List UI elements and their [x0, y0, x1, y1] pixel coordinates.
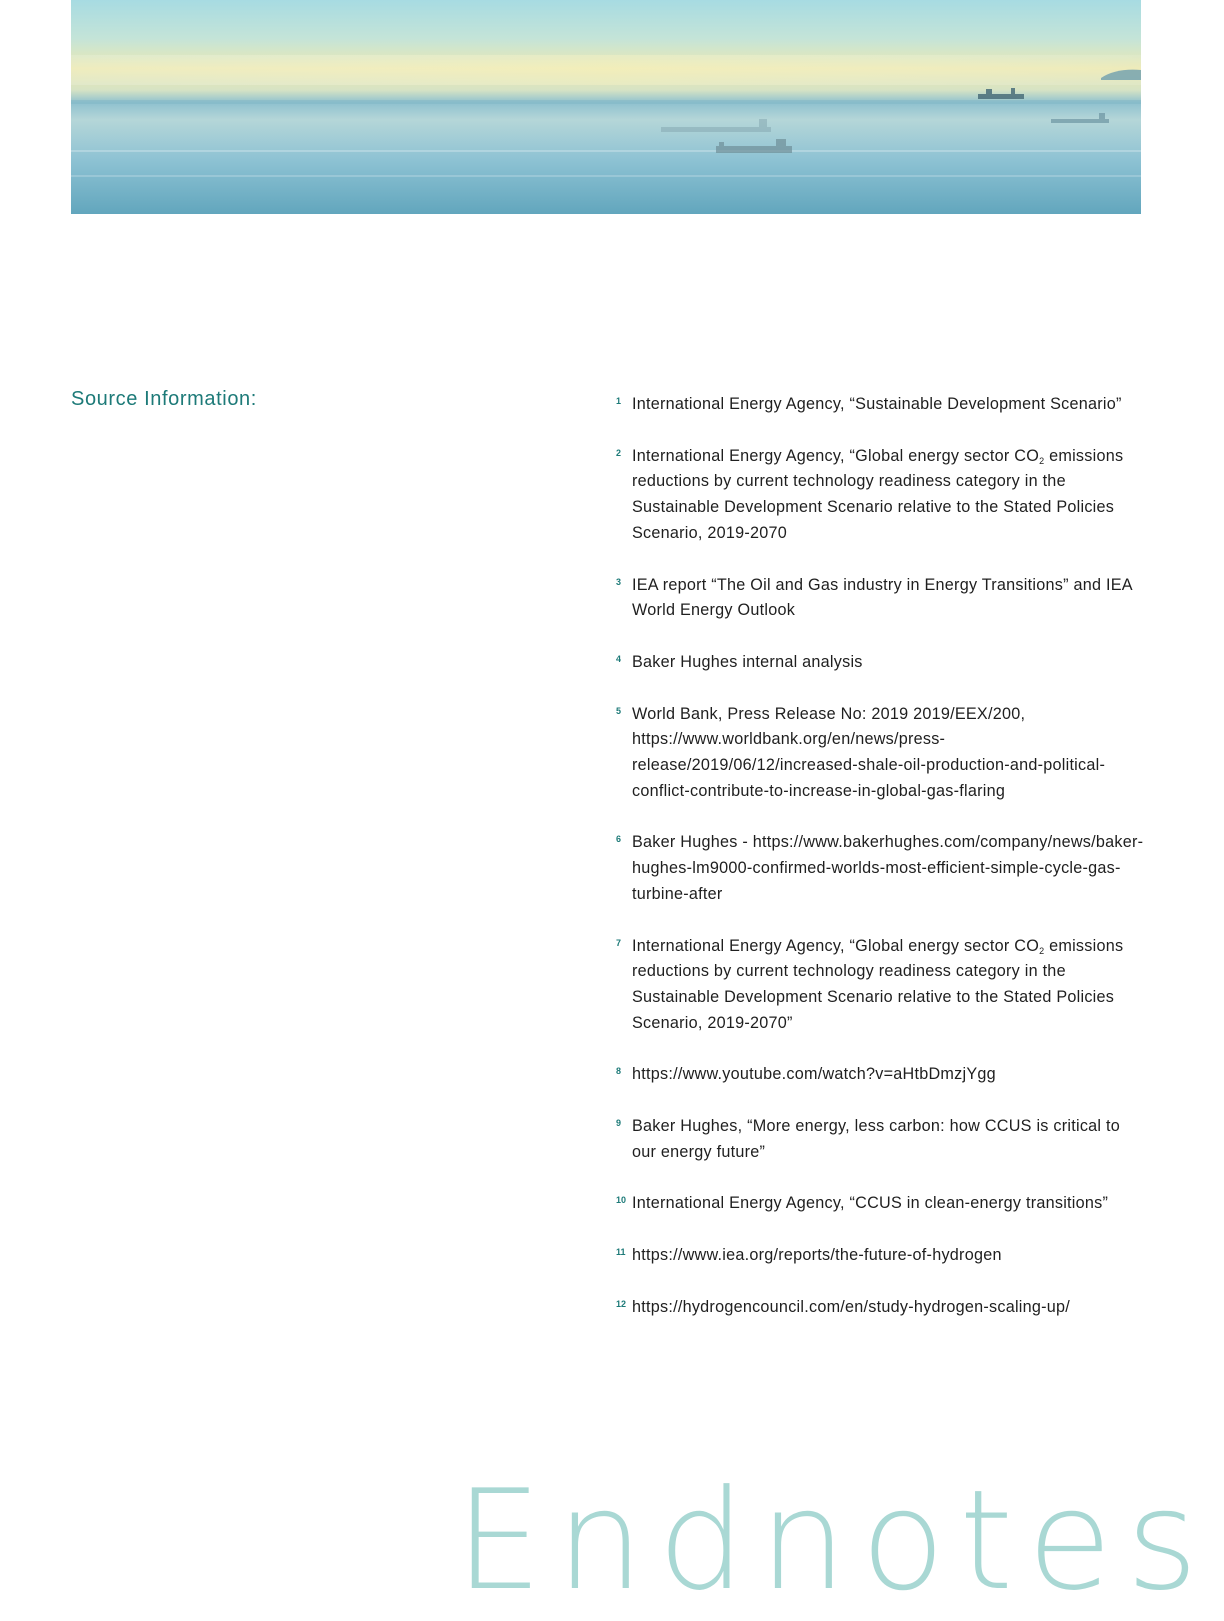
- endnote-number: 10: [616, 1195, 627, 1206]
- endnote-text: Baker Hughes - https://www.bakerhughes.com/company/news/baker-hughes-lm9000-confirmed-worlds-most-efficient-simple-cycle-gas-turbine-after: [632, 833, 1144, 903]
- endnote-12: [614, 1295, 1144, 1321]
- endnote-number: 12: [616, 1298, 627, 1309]
- endnote-number: 6: [616, 834, 622, 845]
- sea-horizon-ships-photo: [71, 0, 1141, 214]
- endnote-number: 9: [616, 1118, 622, 1129]
- endnote-text: https://www.iea.org/reports/the-future-of-hydrogen: [632, 1246, 1002, 1265]
- endnote-text: https://www.youtube.com/watch?v=aHtbDmzjYgg: [632, 1065, 996, 1084]
- endnote-6: [614, 830, 1144, 907]
- endnote-4: [614, 650, 1144, 676]
- endnote-5: [614, 702, 1144, 805]
- endnote-8: [614, 1062, 1144, 1088]
- endnote-7: [614, 934, 1144, 1037]
- endnote-number: 4: [616, 653, 622, 664]
- endnote-9: [614, 1114, 1144, 1165]
- endnote-11: [614, 1243, 1144, 1269]
- endnote-number: 3: [616, 576, 622, 587]
- endnote-text: International Energy Agency, “Sustainable Development Scenario”: [632, 395, 1122, 413]
- endnote-text: International Energy Agency, “Global energy sector $CO_2$ emissions reductions by current technology readiness category in the Sustainable Development Scenario relative to the Stated Policies Scenario, 2019-2070: [632, 446, 1124, 542]
- endnote-number: 1: [616, 396, 622, 406]
- endnote-1: [614, 392, 1144, 418]
- endnote-number: 5: [616, 705, 622, 716]
- endnote-number: 2: [616, 447, 622, 458]
- endnote-3: [614, 573, 1144, 624]
- source-information-heading: Source Information:: [71, 388, 257, 410]
- hero-image: [71, 0, 1141, 214]
- endnote-text: IEA report “The Oil and Gas industry in Energy Transitions” and IEA World Energy Outlook: [632, 575, 1132, 620]
- endnote-number: 7: [616, 937, 622, 948]
- endnote-number: 11: [616, 1247, 626, 1258]
- endnote-number: 8: [616, 1066, 622, 1077]
- endnotes-list: [614, 392, 1144, 1347]
- endnote-text: Baker Hughes internal analysis: [632, 652, 863, 671]
- endnote-2: [614, 444, 1144, 547]
- endnote-text: International Energy Agency, “CCUS in clean-energy transitions”: [632, 1194, 1109, 1213]
- endnote-text: International Energy Agency, “Global energy sector $CO_2$ emissions reductions by current technology readiness category in the Sustainable Development Scenario relative to the Stated Policies Scenario, 2019-2070”: [632, 936, 1124, 1032]
- page-title: Endnotes: [455, 1460, 1213, 1621]
- endnote-text: https://hydrogencouncil.com/en/study-hydrogen-scaling-up/: [632, 1297, 1071, 1316]
- endnote-10: [614, 1191, 1144, 1217]
- endnote-text: Baker Hughes, “More energy, less carbon: how CCUS is critical to our energy future”: [632, 1117, 1121, 1161]
- endnote-text: World Bank, Press Release No: 2019 2019/EEX/200, https://www.worldbank.org/en/news/press-release/2019/06/12/increased-shale-oil-production-and-political-conflict-contribute-to-increase-in-global-gas-flaring: [632, 704, 1106, 800]
